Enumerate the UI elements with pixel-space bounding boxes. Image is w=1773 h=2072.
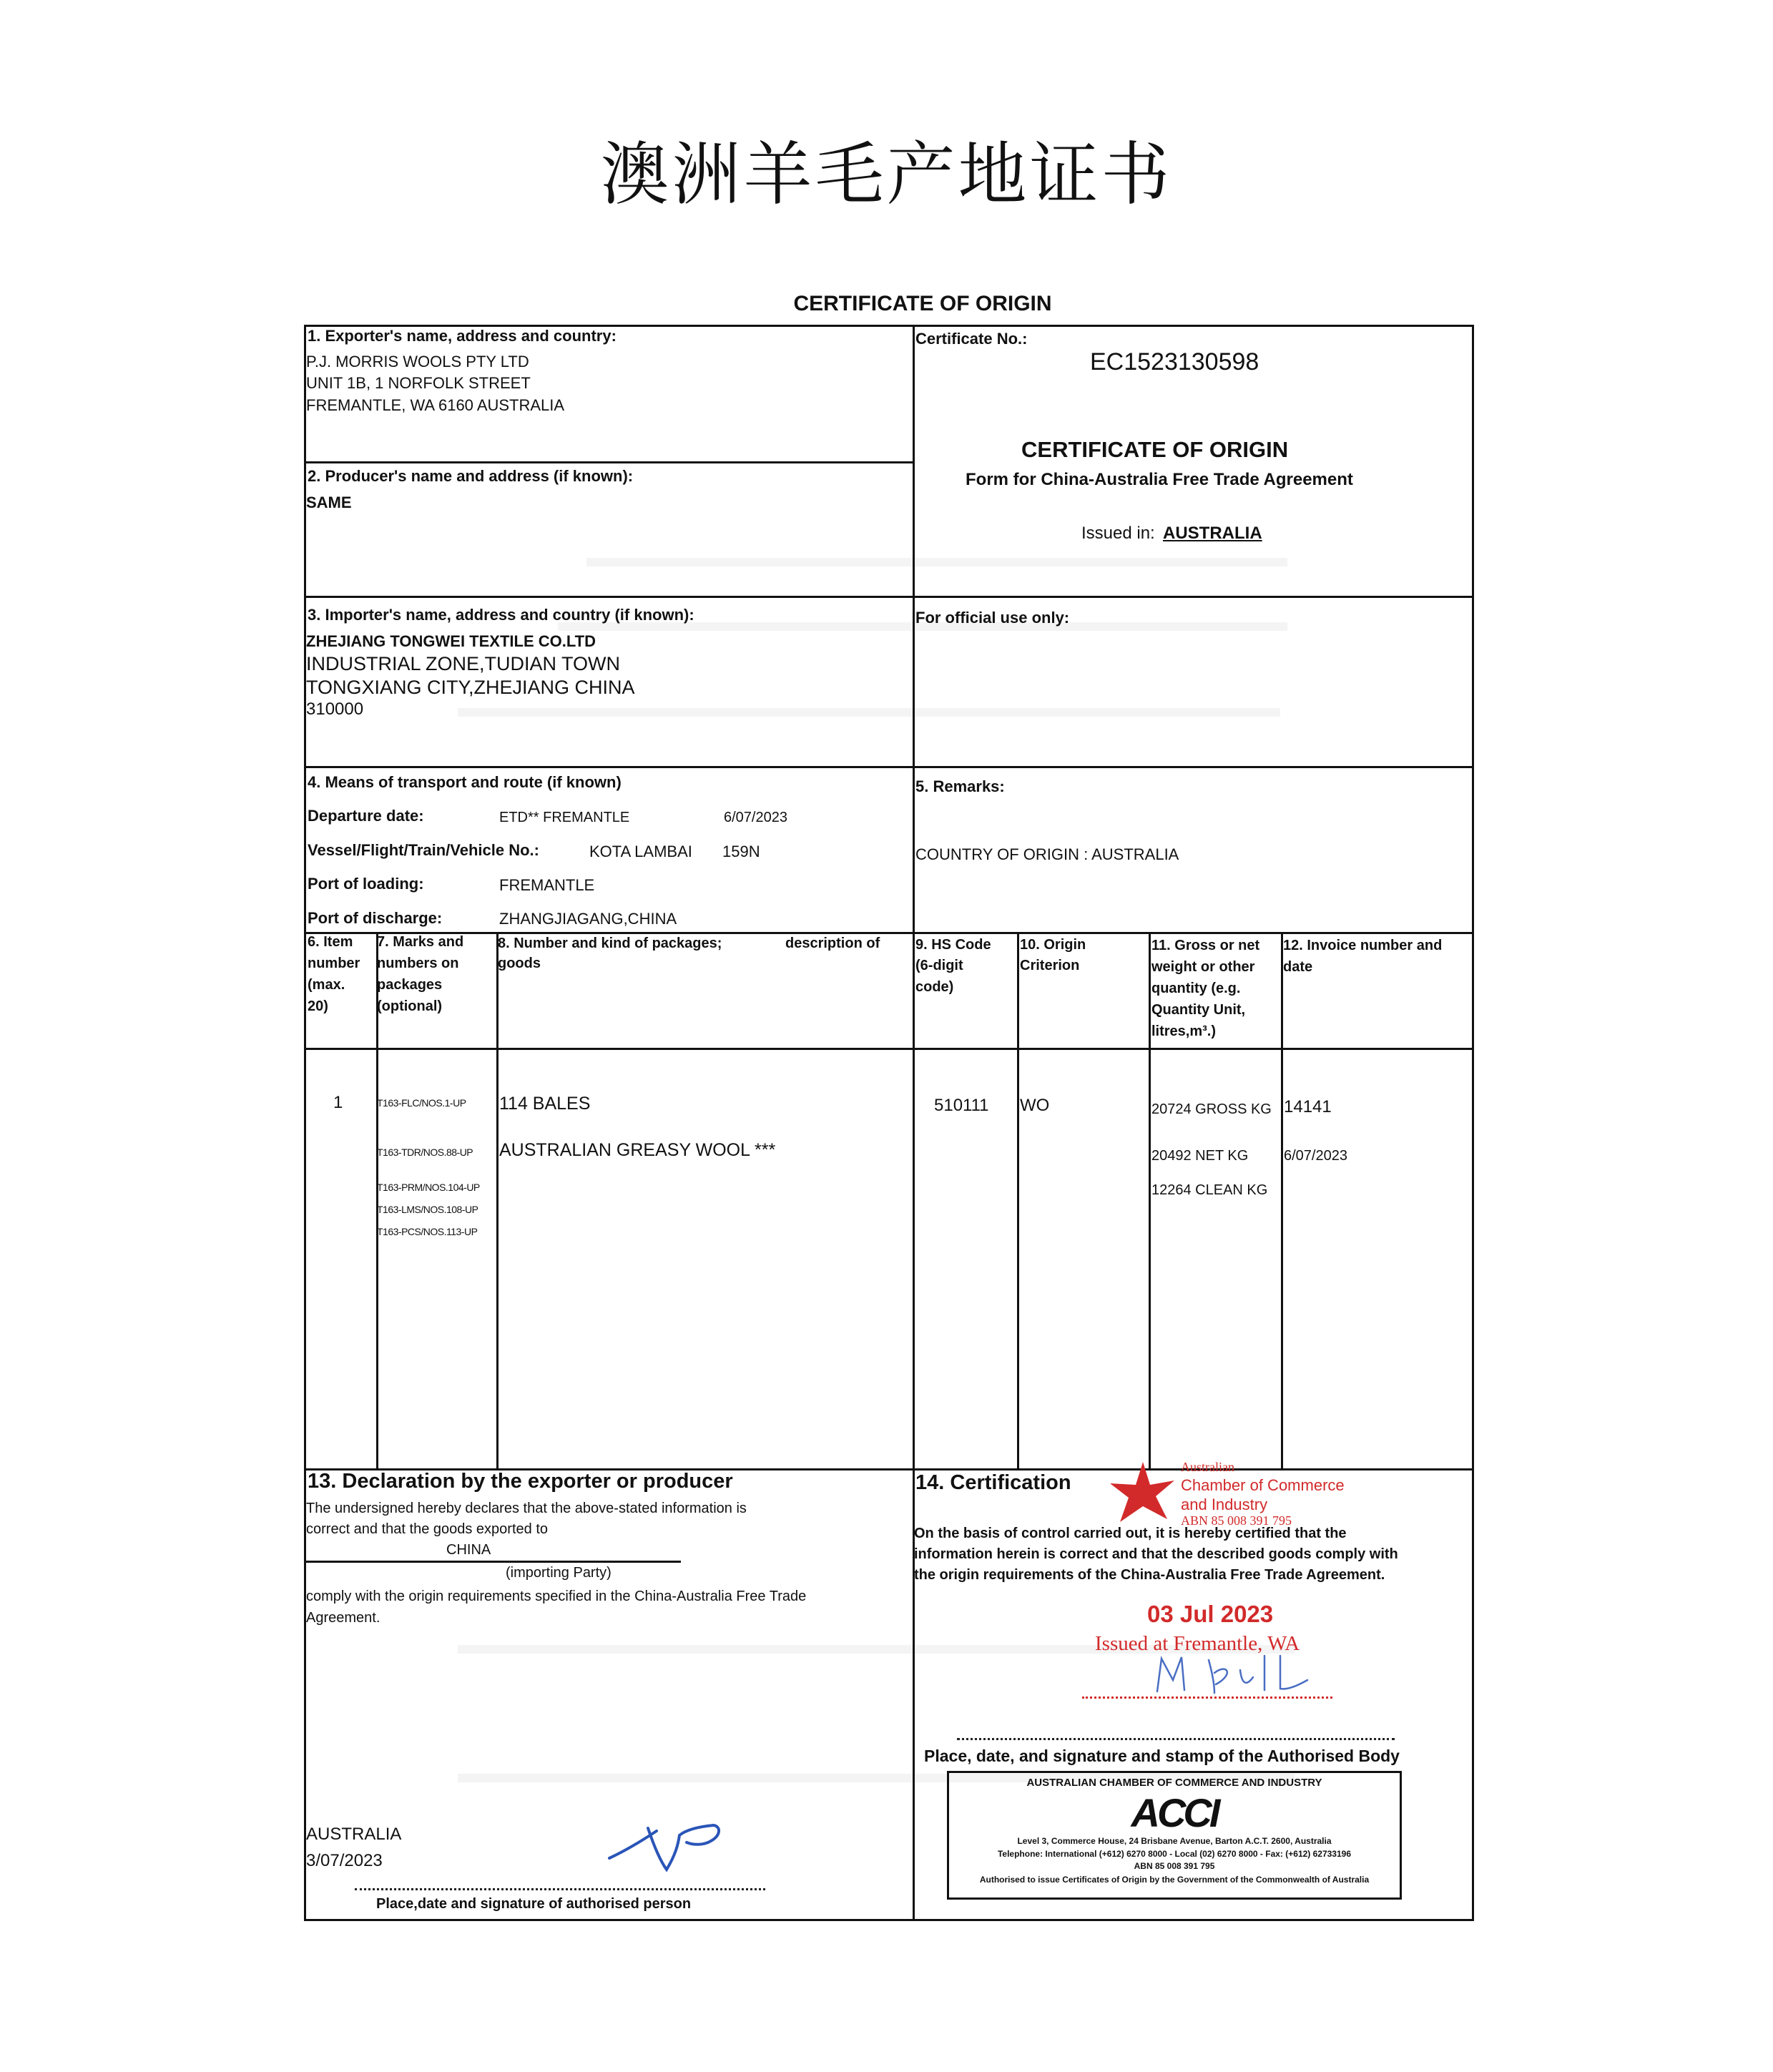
stamp-dotted-line (1082, 1697, 1332, 1699)
remarks-value: COUNTRY OF ORIGIN : AUSTRALIA (915, 845, 1179, 863)
exporter-label: 1. Exporter's name, address and country: (308, 327, 617, 345)
certification-footer: Place, date, and signature and stamp of the Authorised Body (924, 1747, 1400, 1765)
item-header: (max. (308, 977, 345, 993)
weight-header: 11. Gross or net (1151, 938, 1260, 953)
origin-criterion: WO (1020, 1096, 1050, 1115)
acci-star-icon (1107, 1459, 1179, 1531)
declaration-text: The undersigned hereby declares that the above-stated information is (306, 1501, 747, 1516)
divider (306, 932, 1474, 934)
marks-header: packages (377, 977, 443, 993)
exporter-line: FREMANTLE, WA 6160 AUSTRALIA (306, 396, 565, 414)
divider (306, 461, 913, 463)
goods-description: AUSTRALIAN GREASY WOOL *** (499, 1140, 776, 1160)
marks-line: T163-LMS/NOS.108-UP (377, 1204, 478, 1215)
invoice-date: 6/07/2023 (1284, 1148, 1347, 1164)
vessel-voyage: 159N (722, 843, 760, 860)
declaration-text: comply with the origin requirements specified in the China-Australia Free Trade (306, 1589, 807, 1604)
certificate-no-label: Certificate No.: (915, 330, 1028, 348)
exporter-line: P.J. MORRIS WOOLS PTY LTD (306, 353, 529, 370)
acci-phone: Telephone: International (+612) 6270 8000 - Local (02) 6270 8000 - Fax: (+612) 62733196 (997, 1849, 1352, 1859)
invoice-header: date (1283, 959, 1313, 975)
divider (306, 766, 1474, 768)
discharge-value: ZHANGJIAGANG,CHINA (499, 910, 677, 928)
issued-in-label: Issued in: (1081, 524, 1155, 543)
declaration-text: Agreement. (306, 1610, 380, 1626)
item-header: 20) (308, 998, 328, 1014)
weight-header: weight or other (1151, 959, 1255, 975)
page-heading: 澳洲羊毛产地证书 (600, 134, 1173, 215)
declaration-title: 13. Declaration by the exporter or producer (308, 1470, 733, 1493)
column-divider (1149, 932, 1151, 1468)
column-divider (496, 932, 498, 1468)
goods-header: goods (498, 956, 541, 971)
certification-text: On the basis of control carried out, it is hereby certified that the (914, 1526, 1347, 1541)
producer-label: 2. Producer's name and address (if known): (308, 467, 634, 485)
stamp-line: ABN 85 008 391 795 (1181, 1513, 1292, 1528)
hs-header: 9. HS Code (915, 937, 991, 953)
departure-label: Departure date: (308, 807, 424, 825)
departure-date: 6/07/2023 (724, 810, 787, 825)
item-number: 1 (333, 1093, 343, 1112)
acci-authorised: Authorised to issue Certificates of Origin by the Government of the Commonwealth of Australia (979, 1875, 1370, 1885)
marks-line: T163-PRM/NOS.104-UP (377, 1182, 480, 1193)
transport-label: 4. Means of transport and route (if known) (308, 773, 622, 791)
declaration-place: AUSTRALIA (306, 1825, 402, 1844)
discharge-label: Port of discharge: (308, 909, 443, 927)
hs-header: (6-digit (915, 958, 963, 973)
importer-line: 310000 (306, 699, 364, 719)
weight-header: Quantity Unit, (1151, 1002, 1246, 1018)
stamp-place: Issued at Fremantle, WA (1095, 1632, 1300, 1655)
divider (306, 596, 1474, 598)
stamp-line: Australian (1181, 1460, 1234, 1474)
acci-address: Level 3, Commerce House, 24 Brisbane Avenue, Barton A.C.T. 2600, Australia (1017, 1836, 1332, 1846)
column-divider (1281, 932, 1283, 1468)
remarks-label: 5. Remarks: (915, 777, 1005, 795)
acci-heading: AUSTRALIAN CHAMBER OF COMMERCE AND INDUSTRY (1026, 1777, 1322, 1789)
certification-text: the origin requirements of the China-Australia Free Trade Agreement. (914, 1567, 1385, 1583)
importing-party-label: (importing Party) (506, 1565, 612, 1581)
country-underline (306, 1561, 681, 1563)
marks-header: numbers on (377, 956, 459, 971)
certificate-subheading: Form for China-Australia Free Trade Agreement (966, 470, 1353, 489)
marks-header: 7. Marks and (377, 934, 464, 950)
item-header: 6. Item (308, 934, 353, 950)
importer-line: TONGXIANG CITY,ZHEJIANG CHINA (306, 677, 635, 698)
invoice-header: 12. Invoice number and (1283, 938, 1443, 953)
divider (306, 1048, 1474, 1050)
loading-value: FREMANTLE (499, 876, 595, 894)
acci-logo: ACCI (1131, 1790, 1218, 1835)
document-title: CERTIFICATE OF ORIGIN (793, 292, 1052, 315)
exporter-line: UNIT 1B, 1 NORFOLK STREET (306, 374, 531, 392)
hs-header: code) (915, 979, 954, 995)
marks-line: T163-PCS/NOS.113-UP (377, 1226, 478, 1237)
declaration-text: correct and that the goods exported to (306, 1521, 548, 1537)
marks-line: T163-FLC/NOS.1-UP (377, 1097, 466, 1109)
certification-title: 14. Certification (915, 1471, 1071, 1494)
certificate-no: EC1523130598 (1090, 348, 1259, 375)
stamp-date: 03 Jul 2023 (1147, 1601, 1274, 1627)
criterion-header: Criterion (1020, 958, 1080, 973)
gross-weight: 20724 GROSS KG (1151, 1101, 1272, 1117)
departure-etd: ETD** FREMANTLE (499, 810, 630, 825)
certification-text: information herein is correct and that the described goods comply with (914, 1546, 1398, 1562)
importer-label: 3. Importer's name, address and country (if known): (308, 606, 694, 624)
criterion-header: 10. Origin (1020, 937, 1086, 953)
stamp-line: Chamber of Commerce (1181, 1476, 1345, 1494)
item-header: number (308, 956, 360, 971)
authorised-signature (1144, 1649, 1316, 1702)
importer-line: INDUSTRIAL ZONE,TUDIAN TOWN (306, 653, 621, 674)
net-weight: 20492 NET KG (1151, 1148, 1249, 1164)
declaration-date: 3/07/2023 (306, 1851, 383, 1870)
marks-line: T163-TDR/NOS.88-UP (377, 1147, 473, 1158)
official-use-label: For official use only: (915, 609, 1070, 627)
packages-header: 8. Number and kind of packages; (498, 936, 722, 951)
stamp-line: and Industry (1181, 1496, 1268, 1513)
weight-header: litres,m³.) (1151, 1023, 1217, 1039)
acci-abn: ABN 85 008 391 795 (1134, 1861, 1215, 1871)
invoice-number: 14141 (1284, 1097, 1332, 1116)
clean-weight: 12264 CLEAN KG (1151, 1182, 1268, 1198)
marks-header: (optional) (377, 998, 443, 1014)
description-header: description of (785, 936, 880, 951)
column-divider (1017, 932, 1019, 1468)
authorised-line (957, 1738, 1395, 1740)
vessel-label: Vessel/Flight/Train/Vehicle No.: (308, 841, 539, 859)
signature-line (355, 1888, 765, 1890)
center-divider (913, 327, 915, 1921)
loading-label: Port of loading: (308, 875, 424, 893)
exporter-signature (606, 1814, 728, 1878)
weight-header: quantity (e.g. (1151, 981, 1241, 996)
hs-code: 510111 (934, 1096, 989, 1115)
producer-value: SAME (306, 494, 352, 511)
vessel-name: KOTA LAMBAI (589, 843, 692, 860)
declaration-footer: Place,date and signature of authorised person (376, 1896, 692, 1912)
packages-value: 114 BALES (499, 1094, 591, 1114)
certificate-heading: CERTIFICATE OF ORIGIN (1021, 437, 1289, 462)
importer-line: ZHEJIANG TONGWEI TEXTILE CO.LTD (306, 632, 596, 650)
declaration-country: CHINA (446, 1542, 491, 1558)
issued-in-value: AUSTRALIA (1163, 524, 1262, 543)
